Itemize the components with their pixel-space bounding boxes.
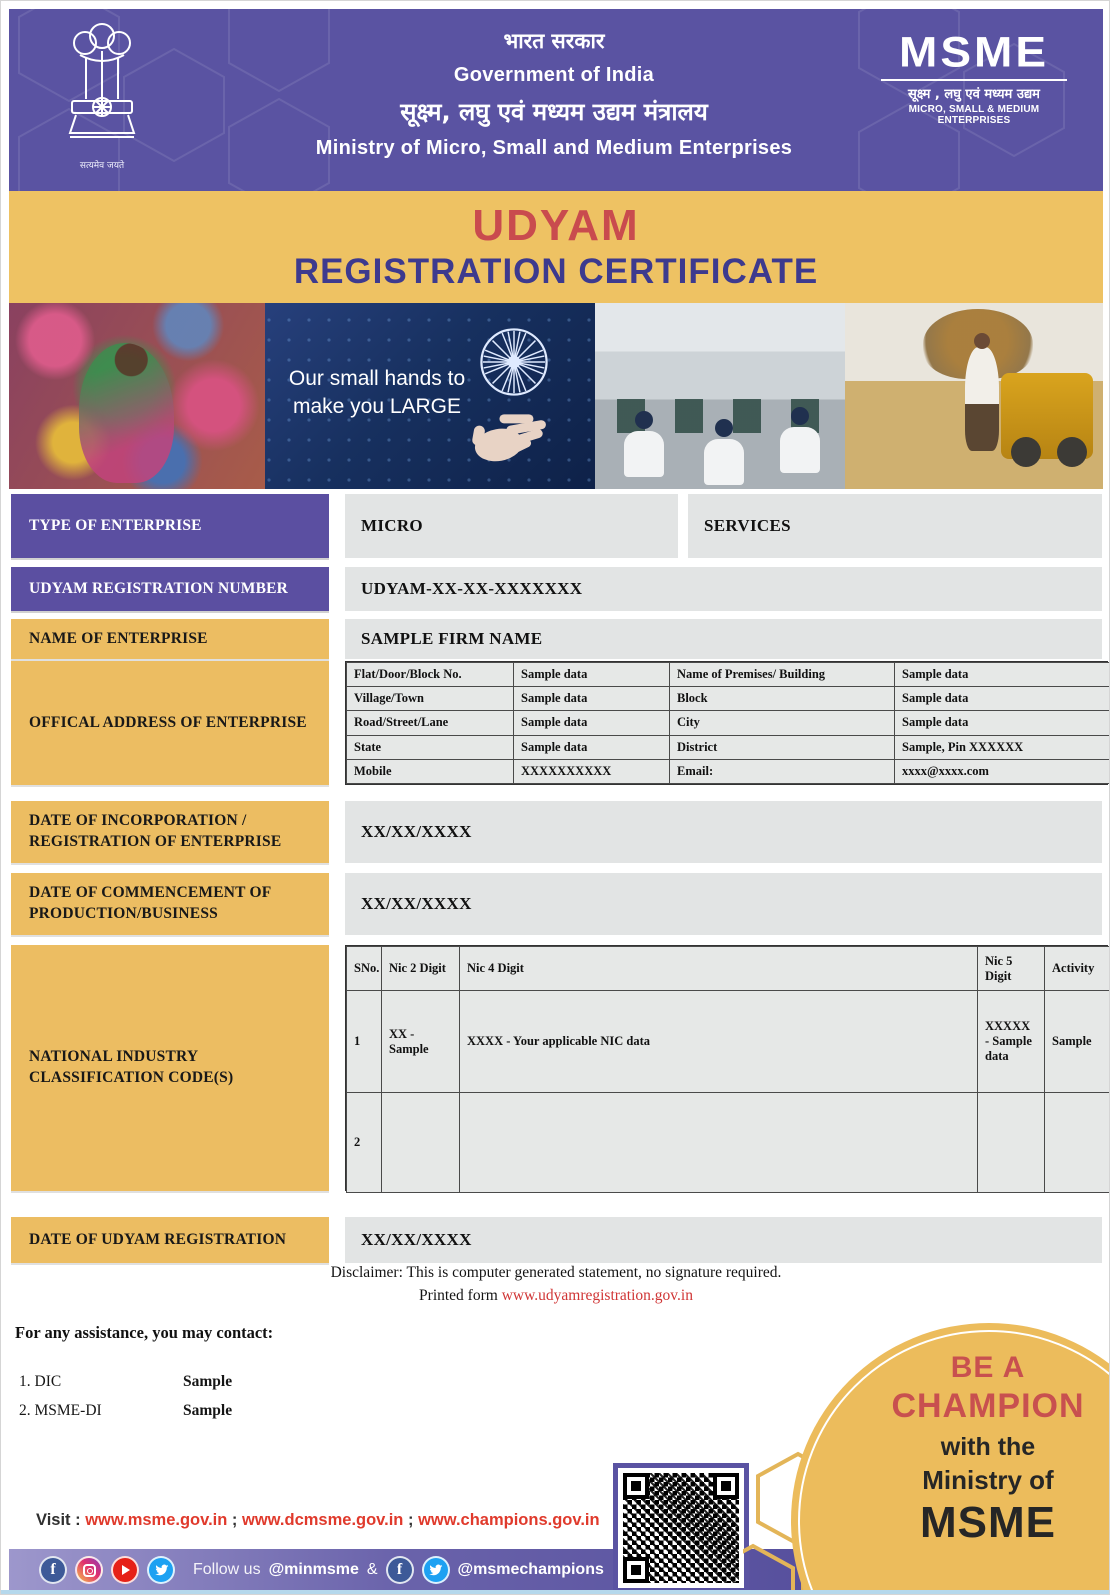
address-value: Sample data bbox=[895, 687, 1110, 711]
lion-capital-icon bbox=[56, 21, 148, 155]
msme-logo-english-tagline: MICRO, SMALL & MEDIUM ENTERPRISES bbox=[908, 104, 1040, 126]
nic-5digit bbox=[978, 1093, 1045, 1193]
contact-row-msme-di bbox=[19, 1402, 233, 1420]
header-title-block bbox=[234, 27, 874, 160]
nic-2digit: XX - Sample bbox=[382, 991, 460, 1093]
address-key: Email: bbox=[670, 759, 895, 783]
office-worker-figure bbox=[623, 411, 665, 477]
field-label-nic-codes: NATIONAL INDUSTRY CLASSIFICATION CODE(S) bbox=[11, 945, 329, 1191]
champion-line-3: with the bbox=[940, 1433, 1036, 1461]
photo-promo-panel bbox=[265, 303, 595, 489]
promo-line-1: Our small hands to bbox=[288, 367, 466, 390]
nic-sno: 2 bbox=[347, 1093, 382, 1193]
official-address-table bbox=[345, 661, 1108, 785]
address-value: Sample data bbox=[514, 711, 670, 735]
nic-5digit: XXXXX - Sample data bbox=[978, 991, 1045, 1093]
emblem-motto: सत्यमेव जयते bbox=[79, 161, 125, 171]
address-value: Sample data bbox=[895, 711, 1110, 735]
visit-separator: ; bbox=[227, 1511, 243, 1529]
address-row bbox=[347, 687, 1110, 711]
field-label-official-address: OFFICAL ADDRESS OF ENTERPRISE bbox=[11, 661, 329, 785]
nic-header-row bbox=[347, 947, 1110, 991]
msme-logo bbox=[879, 29, 1069, 126]
contact-value: Sample bbox=[183, 1373, 233, 1390]
address-key: City bbox=[670, 711, 895, 735]
nic-header-4digit: Nic 4 Digit bbox=[460, 947, 978, 991]
contact-row-dic bbox=[19, 1373, 233, 1391]
field-value-enterprise-type: MICRO bbox=[345, 494, 678, 558]
dcmsme-gov-link[interactable]: www.dcmsme.gov.in bbox=[242, 1511, 404, 1529]
hindi-government-title: भारत सरकार bbox=[503, 29, 605, 53]
address-key: Flat/Door/Block No. bbox=[347, 663, 514, 687]
address-value: Sample, Pin XXXXXX bbox=[895, 735, 1110, 759]
champion-line-4: Ministry of bbox=[922, 1465, 1054, 1495]
visit-prefix: Visit : bbox=[36, 1511, 86, 1529]
office-worker-figure bbox=[779, 407, 821, 473]
qr-code bbox=[613, 1463, 749, 1593]
ampersand-text: & bbox=[366, 1561, 378, 1578]
address-row bbox=[347, 711, 1110, 735]
nic-sno: 1 bbox=[347, 991, 382, 1093]
promo-line-2: make you LARGE bbox=[292, 395, 462, 419]
field-label-name-of-enterprise: NAME OF ENTERPRISE bbox=[11, 619, 329, 659]
address-row bbox=[347, 759, 1110, 783]
visit-links-line bbox=[36, 1511, 600, 1530]
twitter-icon[interactable] bbox=[422, 1556, 450, 1584]
address-value: xxxx@xxxx.com bbox=[895, 759, 1110, 783]
address-key: District bbox=[670, 735, 895, 759]
twitter-icon[interactable] bbox=[147, 1556, 175, 1584]
nic-activity: Sample bbox=[1045, 991, 1110, 1093]
photo-collage-strip bbox=[9, 303, 1103, 489]
printed-from-prefix: Printed form bbox=[419, 1287, 502, 1304]
disclaimer-text: Disclaimer: This is computer generated statement, no signature required. bbox=[330, 1264, 782, 1281]
champion-line-2: CHAMPION bbox=[891, 1387, 1085, 1425]
nic-activity bbox=[1045, 1093, 1110, 1193]
field-label-date-of-udyam-registration: DATE OF UDYAM REGISTRATION bbox=[11, 1217, 329, 1263]
field-label-udyam-registration-number: UDYAM REGISTRATION NUMBER bbox=[11, 567, 329, 611]
open-hand-icon bbox=[461, 399, 557, 474]
farmer-figure bbox=[965, 347, 999, 451]
certificate-title-banner bbox=[9, 191, 1103, 303]
champion-line-1: BE A bbox=[950, 1351, 1026, 1384]
address-key: Name of Premises/ Building bbox=[670, 663, 895, 687]
instagram-icon[interactable] bbox=[75, 1556, 103, 1584]
qr-finder-pattern bbox=[623, 1473, 649, 1499]
contact-label: 2. MSME-DI bbox=[19, 1402, 102, 1419]
qr-finder-pattern bbox=[713, 1473, 739, 1499]
nic-data-row bbox=[347, 991, 1110, 1093]
youtube-icon[interactable] bbox=[111, 1556, 139, 1584]
english-government-title: Government of India bbox=[453, 64, 655, 86]
qr-modules bbox=[623, 1473, 739, 1583]
qr-finder-pattern bbox=[623, 1557, 649, 1583]
champion-line-5: MSME bbox=[920, 1498, 1056, 1547]
nic-header-2digit: Nic 2 Digit bbox=[382, 947, 460, 991]
logo-divider bbox=[881, 79, 1067, 81]
address-value: Sample data bbox=[514, 687, 670, 711]
government-header bbox=[9, 9, 1103, 191]
field-value-date-of-udyam-registration: XX/XX/XXXX bbox=[345, 1217, 1102, 1263]
minmsme-handle[interactable]: @minmsme bbox=[268, 1561, 359, 1578]
address-key: State bbox=[347, 735, 514, 759]
photo-office-scene bbox=[595, 303, 845, 489]
nic-data-row bbox=[347, 1093, 1110, 1193]
field-value-enterprise-name: SAMPLE FIRM NAME bbox=[345, 619, 1102, 659]
field-label-date-of-incorporation: DATE OF INCORPORATION / REGISTRATION OF ENTERPRISE bbox=[11, 801, 329, 863]
address-value: Sample data bbox=[514, 735, 670, 759]
photo-craftswoman bbox=[9, 303, 265, 489]
champions-gov-link[interactable]: www.champions.gov.in bbox=[418, 1511, 600, 1529]
msme-gov-link[interactable]: www.msme.gov.in bbox=[85, 1511, 228, 1529]
be-a-champion-badge bbox=[791, 1323, 1110, 1595]
address-value: Sample data bbox=[514, 663, 670, 687]
address-key: Village/Town bbox=[347, 687, 514, 711]
contact-value: Sample bbox=[183, 1402, 233, 1419]
nic-codes-table bbox=[345, 945, 1108, 1191]
visit-separator: ; bbox=[403, 1511, 419, 1529]
nic-header-activity: Activity bbox=[1045, 947, 1110, 991]
field-value-udyam-registration-number: UDYAM-XX-XX-XXXXXXX bbox=[345, 567, 1102, 611]
msmechampions-handle[interactable]: @msmechampions bbox=[457, 1561, 604, 1578]
address-value: XXXXXXXXXX bbox=[514, 759, 670, 783]
address-key: Road/Street/Lane bbox=[347, 711, 514, 735]
english-ministry-title: Ministry of Micro, Small and Medium Enterprises bbox=[315, 137, 793, 159]
address-key: Mobile bbox=[347, 759, 514, 783]
photo-farm-scene bbox=[845, 303, 1103, 489]
address-value: Sample data bbox=[895, 663, 1110, 687]
nic-header-5digit: Nic 5 Digit bbox=[978, 947, 1045, 991]
field-value-date-of-incorporation: XX/XX/XXXX bbox=[345, 801, 1102, 863]
bottom-blue-strip bbox=[1, 1590, 1110, 1595]
nic-header-sno: SNo. bbox=[347, 947, 382, 991]
office-worker-figure bbox=[703, 419, 745, 485]
printed-from-line bbox=[1, 1287, 1110, 1305]
certificate-title: UDYAM bbox=[472, 201, 640, 250]
nic-4digit bbox=[460, 1093, 978, 1193]
ashoka-chakra-wheel-icon bbox=[477, 325, 551, 404]
craftswoman-figure bbox=[79, 343, 174, 483]
facebook-icon[interactable]: f bbox=[386, 1556, 414, 1584]
farm-machine bbox=[1001, 373, 1093, 459]
msme-logo-hindi-tagline: सूक्ष्म , लघु एवं मध्यम उद्यम bbox=[908, 87, 1040, 102]
assistance-heading: For any assistance, you may contact: bbox=[15, 1323, 274, 1342]
follow-us-text: Follow us bbox=[193, 1561, 261, 1578]
udyam-registration-link[interactable]: www.udyamregistration.gov.in bbox=[501, 1287, 693, 1304]
nic-2digit bbox=[382, 1093, 460, 1193]
field-value-enterprise-category: SERVICES bbox=[688, 494, 1102, 558]
field-label-type-of-enterprise: TYPE OF ENTERPRISE bbox=[11, 494, 329, 558]
hindi-ministry-title: सूक्ष्म, लघु एवं मध्यम उद्यम मंत्रालय bbox=[400, 98, 708, 126]
facebook-icon[interactable]: f bbox=[39, 1556, 67, 1584]
field-value-date-of-commencement: XX/XX/XXXX bbox=[345, 873, 1102, 935]
field-label-date-of-commencement: DATE OF COMMENCEMENT OF PRODUCTION/BUSINESS bbox=[11, 873, 329, 935]
address-row bbox=[347, 735, 1110, 759]
promo-slogan bbox=[287, 365, 467, 422]
msme-logo-wordmark: MSME bbox=[899, 28, 1049, 76]
address-key: Block bbox=[670, 687, 895, 711]
contact-label: 1. DIC bbox=[19, 1373, 62, 1390]
nic-4digit: XXXX - Your applicable NIC data bbox=[460, 991, 978, 1093]
champion-text-block bbox=[843, 1351, 1110, 1548]
india-national-emblem bbox=[47, 21, 157, 181]
address-row bbox=[347, 663, 1110, 687]
certificate-subtitle: REGISTRATION CERTIFICATE bbox=[293, 252, 819, 291]
